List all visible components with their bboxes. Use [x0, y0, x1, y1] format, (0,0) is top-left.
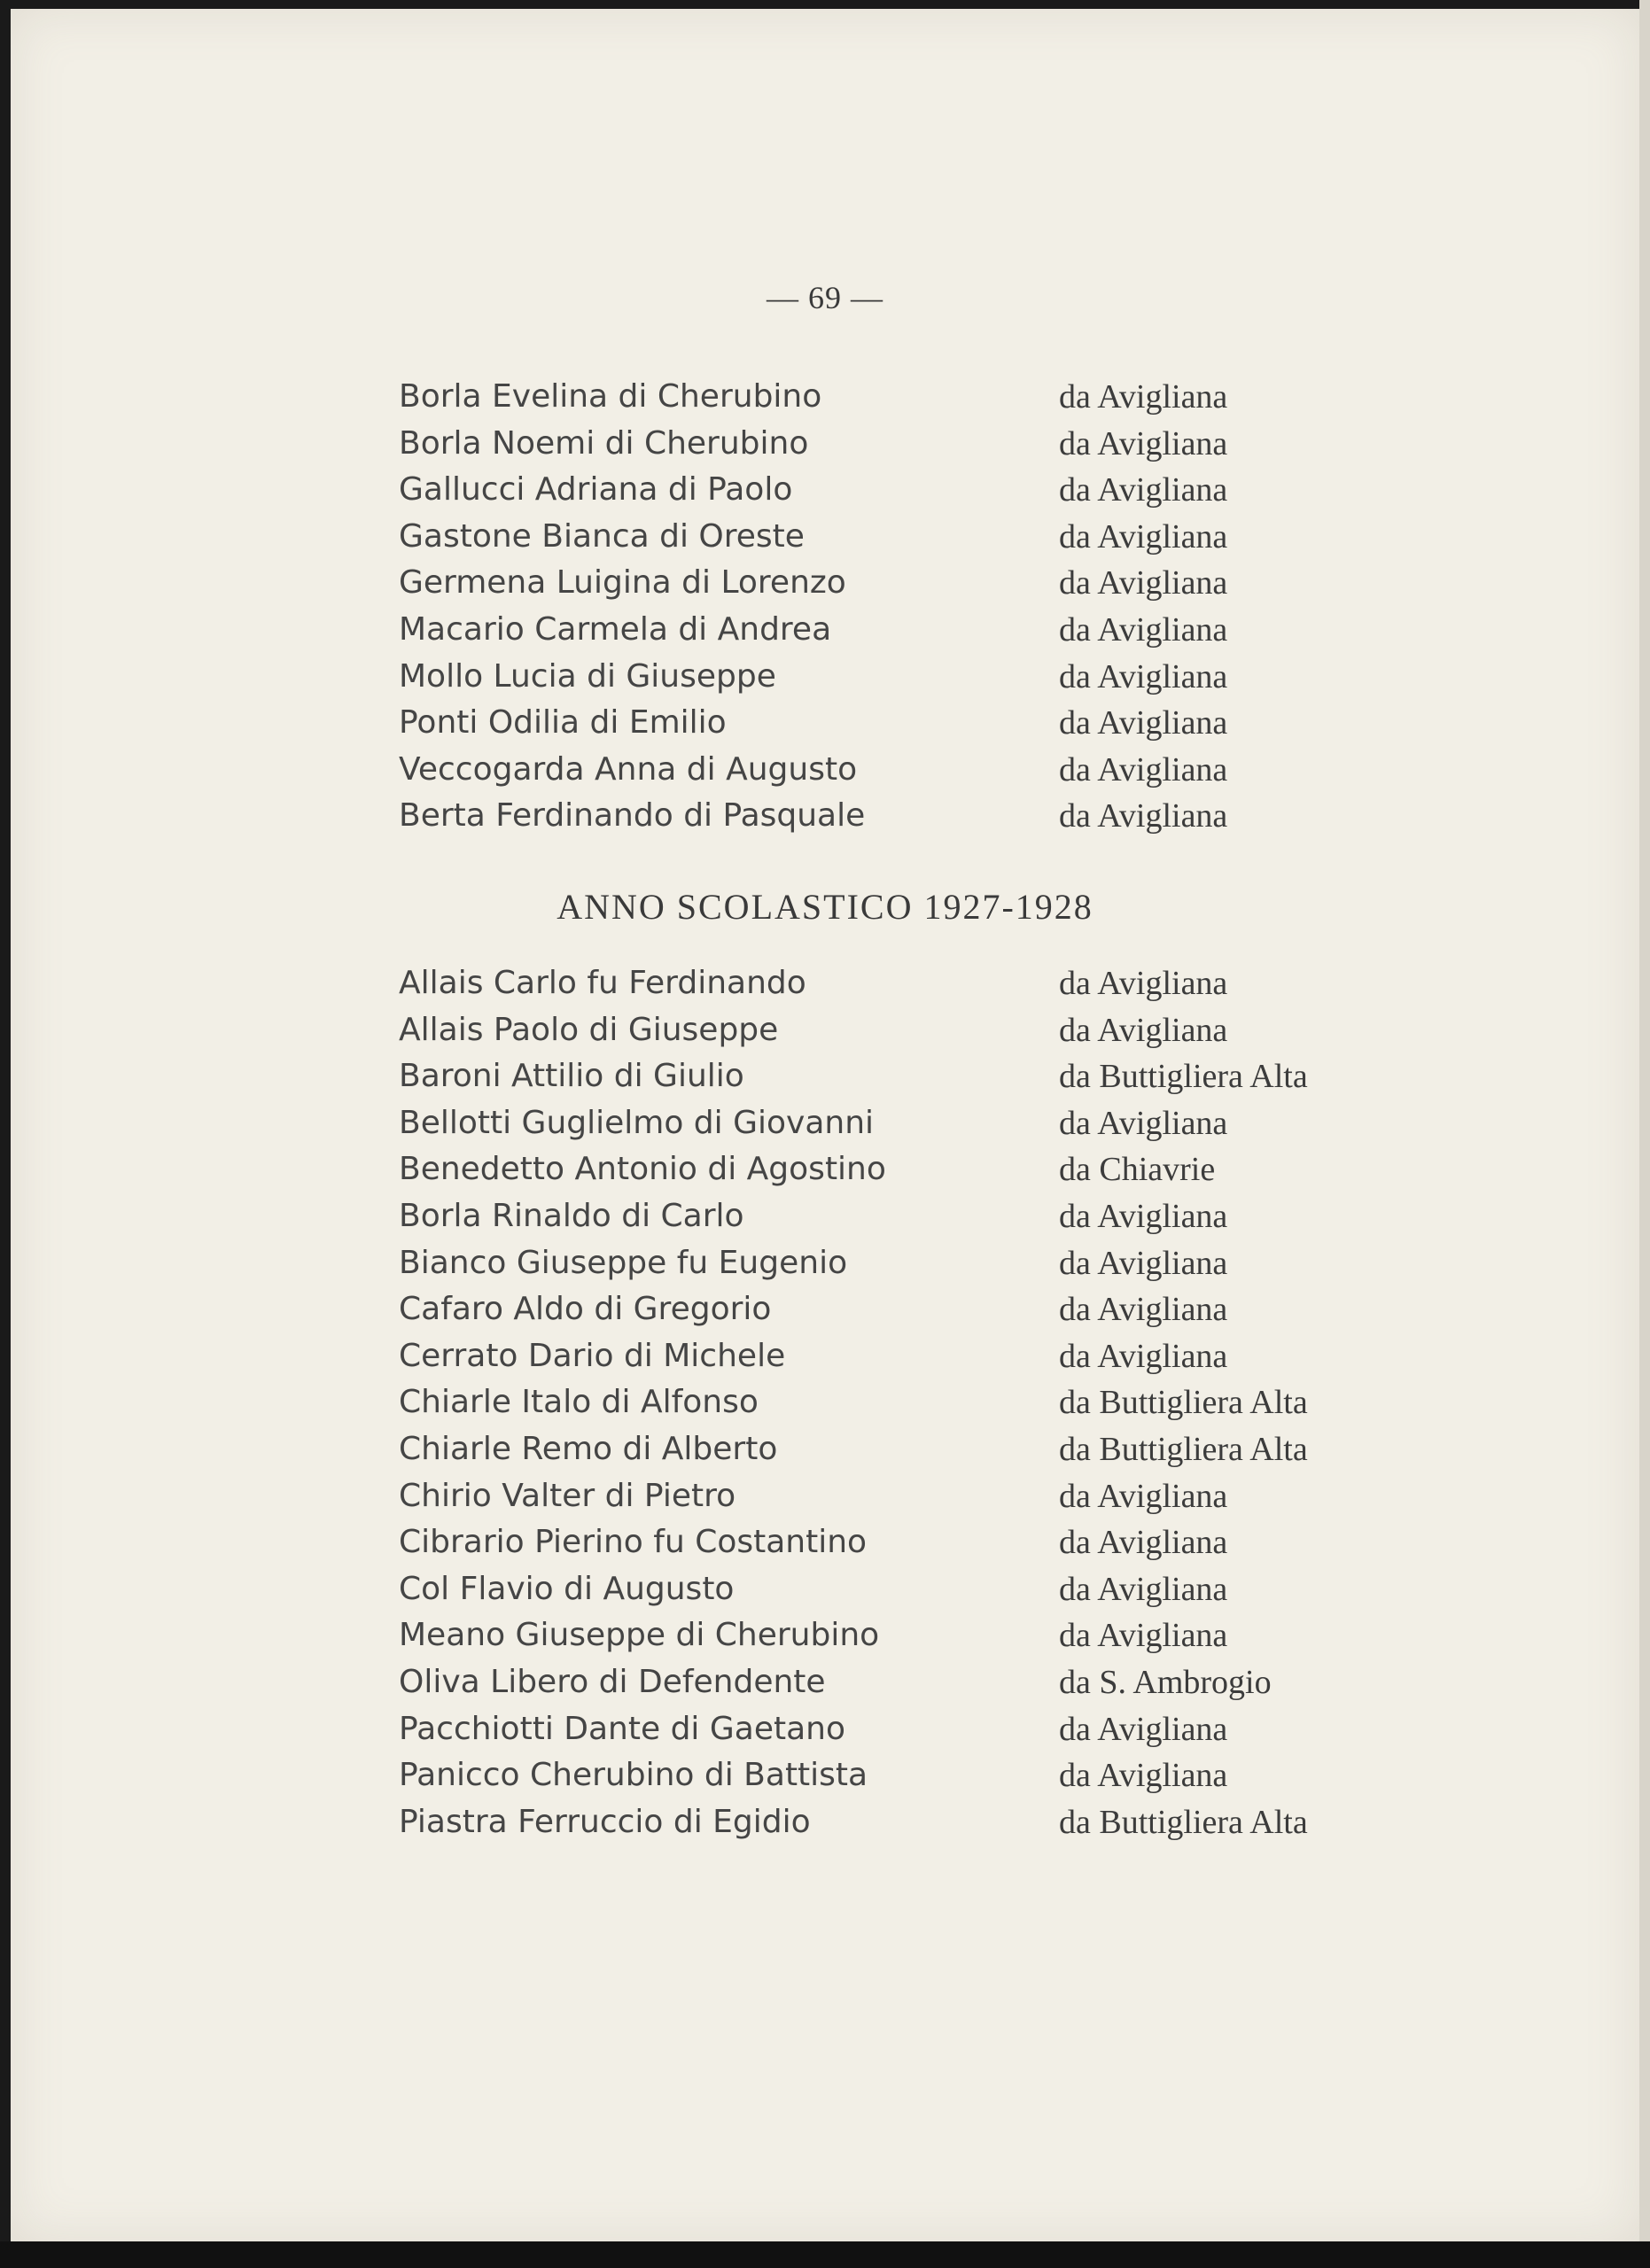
list-item [399, 1286, 1462, 1333]
student-origin: da Avigliana [1059, 1197, 1228, 1235]
student-origin: da Avigliana [1059, 517, 1228, 555]
student-name: Piastra Ferruccio di Egidio [399, 1803, 811, 1840]
student-origin: da Avigliana [1059, 564, 1228, 602]
student-name: Chiarle Italo di Alfonso [399, 1384, 759, 1421]
student-origin: da Avigliana [1059, 610, 1228, 649]
list-item [399, 1799, 1462, 1846]
student-origin: da Avigliana [1059, 965, 1228, 1002]
student-name: Panicco Cherubino di Battista [399, 1757, 868, 1794]
list-item [399, 1473, 1462, 1520]
student-origin: da Avigliana [1059, 424, 1228, 462]
student-origin: da Avigliana [1059, 1291, 1228, 1329]
student-name: Gallucci Adriana di Paolo [399, 471, 793, 509]
student-name: Col Flavio di Augusto [399, 1570, 735, 1607]
student-name: Chirio Valter di Pietro [399, 1477, 736, 1514]
page-number: — 69 — [767, 280, 883, 315]
document-page [11, 9, 1639, 2241]
student-name: Ponti Odilia di Emilio [399, 704, 727, 742]
list-item [399, 1053, 1462, 1100]
list-item [399, 700, 1462, 747]
student-origin: da Avigliana [1059, 1710, 1228, 1748]
list-item [399, 374, 1462, 421]
list-item [399, 960, 1462, 1007]
student-name: Borla Evelina di Cherubino [399, 378, 822, 415]
list-item [399, 1566, 1462, 1613]
student-name: Germena Luigina di Lorenzo [399, 564, 846, 602]
list-item [399, 1752, 1462, 1799]
student-origin: da Avigliana [1059, 1244, 1228, 1282]
list-item [399, 1706, 1462, 1753]
list-item [399, 1333, 1462, 1380]
student-list-1 [399, 374, 1462, 840]
list-item [399, 1193, 1462, 1240]
student-origin: da Buttigliera Alta [1059, 1384, 1308, 1422]
student-name: Cibrario Pierino fu Costantino [399, 1524, 868, 1561]
student-origin: da Avigliana [1059, 1477, 1228, 1515]
student-name: Cerrato Dario di Michele [399, 1337, 786, 1374]
student-name: Allais Paolo di Giuseppe [399, 1011, 779, 1048]
list-item [399, 793, 1462, 840]
student-name: Cafaro Aldo di Gregorio [399, 1291, 772, 1328]
student-origin: da Avigliana [1059, 797, 1228, 835]
student-name: Chiarle Remo di Alberto [399, 1430, 778, 1467]
student-origin: da Avigliana [1059, 1524, 1228, 1562]
student-name: Bianco Giuseppe fu Eugenio [399, 1244, 848, 1281]
list-item [399, 654, 1462, 701]
student-origin: da Chiavrie [1059, 1151, 1216, 1189]
student-name: Bellotti Guglielmo di Giovanni [399, 1104, 875, 1141]
list-item [399, 1146, 1462, 1193]
student-name: Baroni Attilio di Giulio [399, 1058, 744, 1095]
student-name: Oliva Libero di Defendente [399, 1663, 826, 1700]
student-list-2 [399, 960, 1462, 1845]
student-origin: da Avigliana [1059, 1570, 1228, 1608]
student-origin: da Buttigliera Alta [1059, 1803, 1308, 1841]
student-name: Pacchiotti Dante di Gaetano [399, 1710, 845, 1747]
student-origin: da Buttigliera Alta [1059, 1430, 1308, 1468]
student-name: Veccogarda Anna di Augusto [399, 750, 858, 788]
student-origin: da Avigliana [1059, 750, 1228, 788]
list-item [399, 1659, 1462, 1706]
list-item [399, 1100, 1462, 1147]
list-item [399, 747, 1462, 794]
student-name: Borla Rinaldo di Carlo [399, 1197, 744, 1234]
list-item [399, 514, 1462, 561]
list-item [399, 1519, 1462, 1566]
student-origin: da Avigliana [1059, 1104, 1228, 1142]
student-name: Benedetto Antonio di Agostino [399, 1151, 886, 1188]
student-origin: da Avigliana [1059, 1011, 1228, 1049]
student-origin: da Avigliana [1059, 378, 1228, 416]
list-item [399, 1379, 1462, 1426]
list-item [399, 1612, 1462, 1659]
student-origin: da Avigliana [1059, 1617, 1228, 1655]
list-item [399, 1007, 1462, 1054]
list-item [399, 1426, 1462, 1473]
list-item [399, 421, 1462, 468]
student-name: Berta Ferdinando di Pasquale [399, 797, 866, 835]
student-name: Meano Giuseppe di Cherubino [399, 1617, 880, 1654]
list-item [399, 607, 1462, 654]
student-origin: da Avigliana [1059, 471, 1228, 509]
student-name: Mollo Lucia di Giuseppe [399, 657, 776, 695]
section-heading: ANNO SCOLASTICO 1927-1928 [556, 887, 1094, 927]
student-name: Borla Noemi di Cherubino [399, 424, 809, 462]
scan-border [0, 2241, 1650, 2268]
page-edge [1639, 0, 1650, 2268]
student-name: Gastone Bianca di Oreste [399, 517, 805, 555]
student-name: Macario Carmela di Andrea [399, 610, 832, 648]
student-origin: da S. Ambrogio [1059, 1663, 1272, 1701]
student-origin: da Avigliana [1059, 1337, 1228, 1375]
student-name: Allais Carlo fu Ferdinando [399, 965, 806, 1001]
list-item [399, 467, 1462, 514]
student-origin: da Avigliana [1059, 657, 1228, 695]
student-origin: da Buttigliera Alta [1059, 1058, 1308, 1096]
student-origin: da Avigliana [1059, 1757, 1228, 1795]
list-item [399, 560, 1462, 607]
student-origin: da Avigliana [1059, 704, 1228, 742]
list-item [399, 1240, 1462, 1287]
